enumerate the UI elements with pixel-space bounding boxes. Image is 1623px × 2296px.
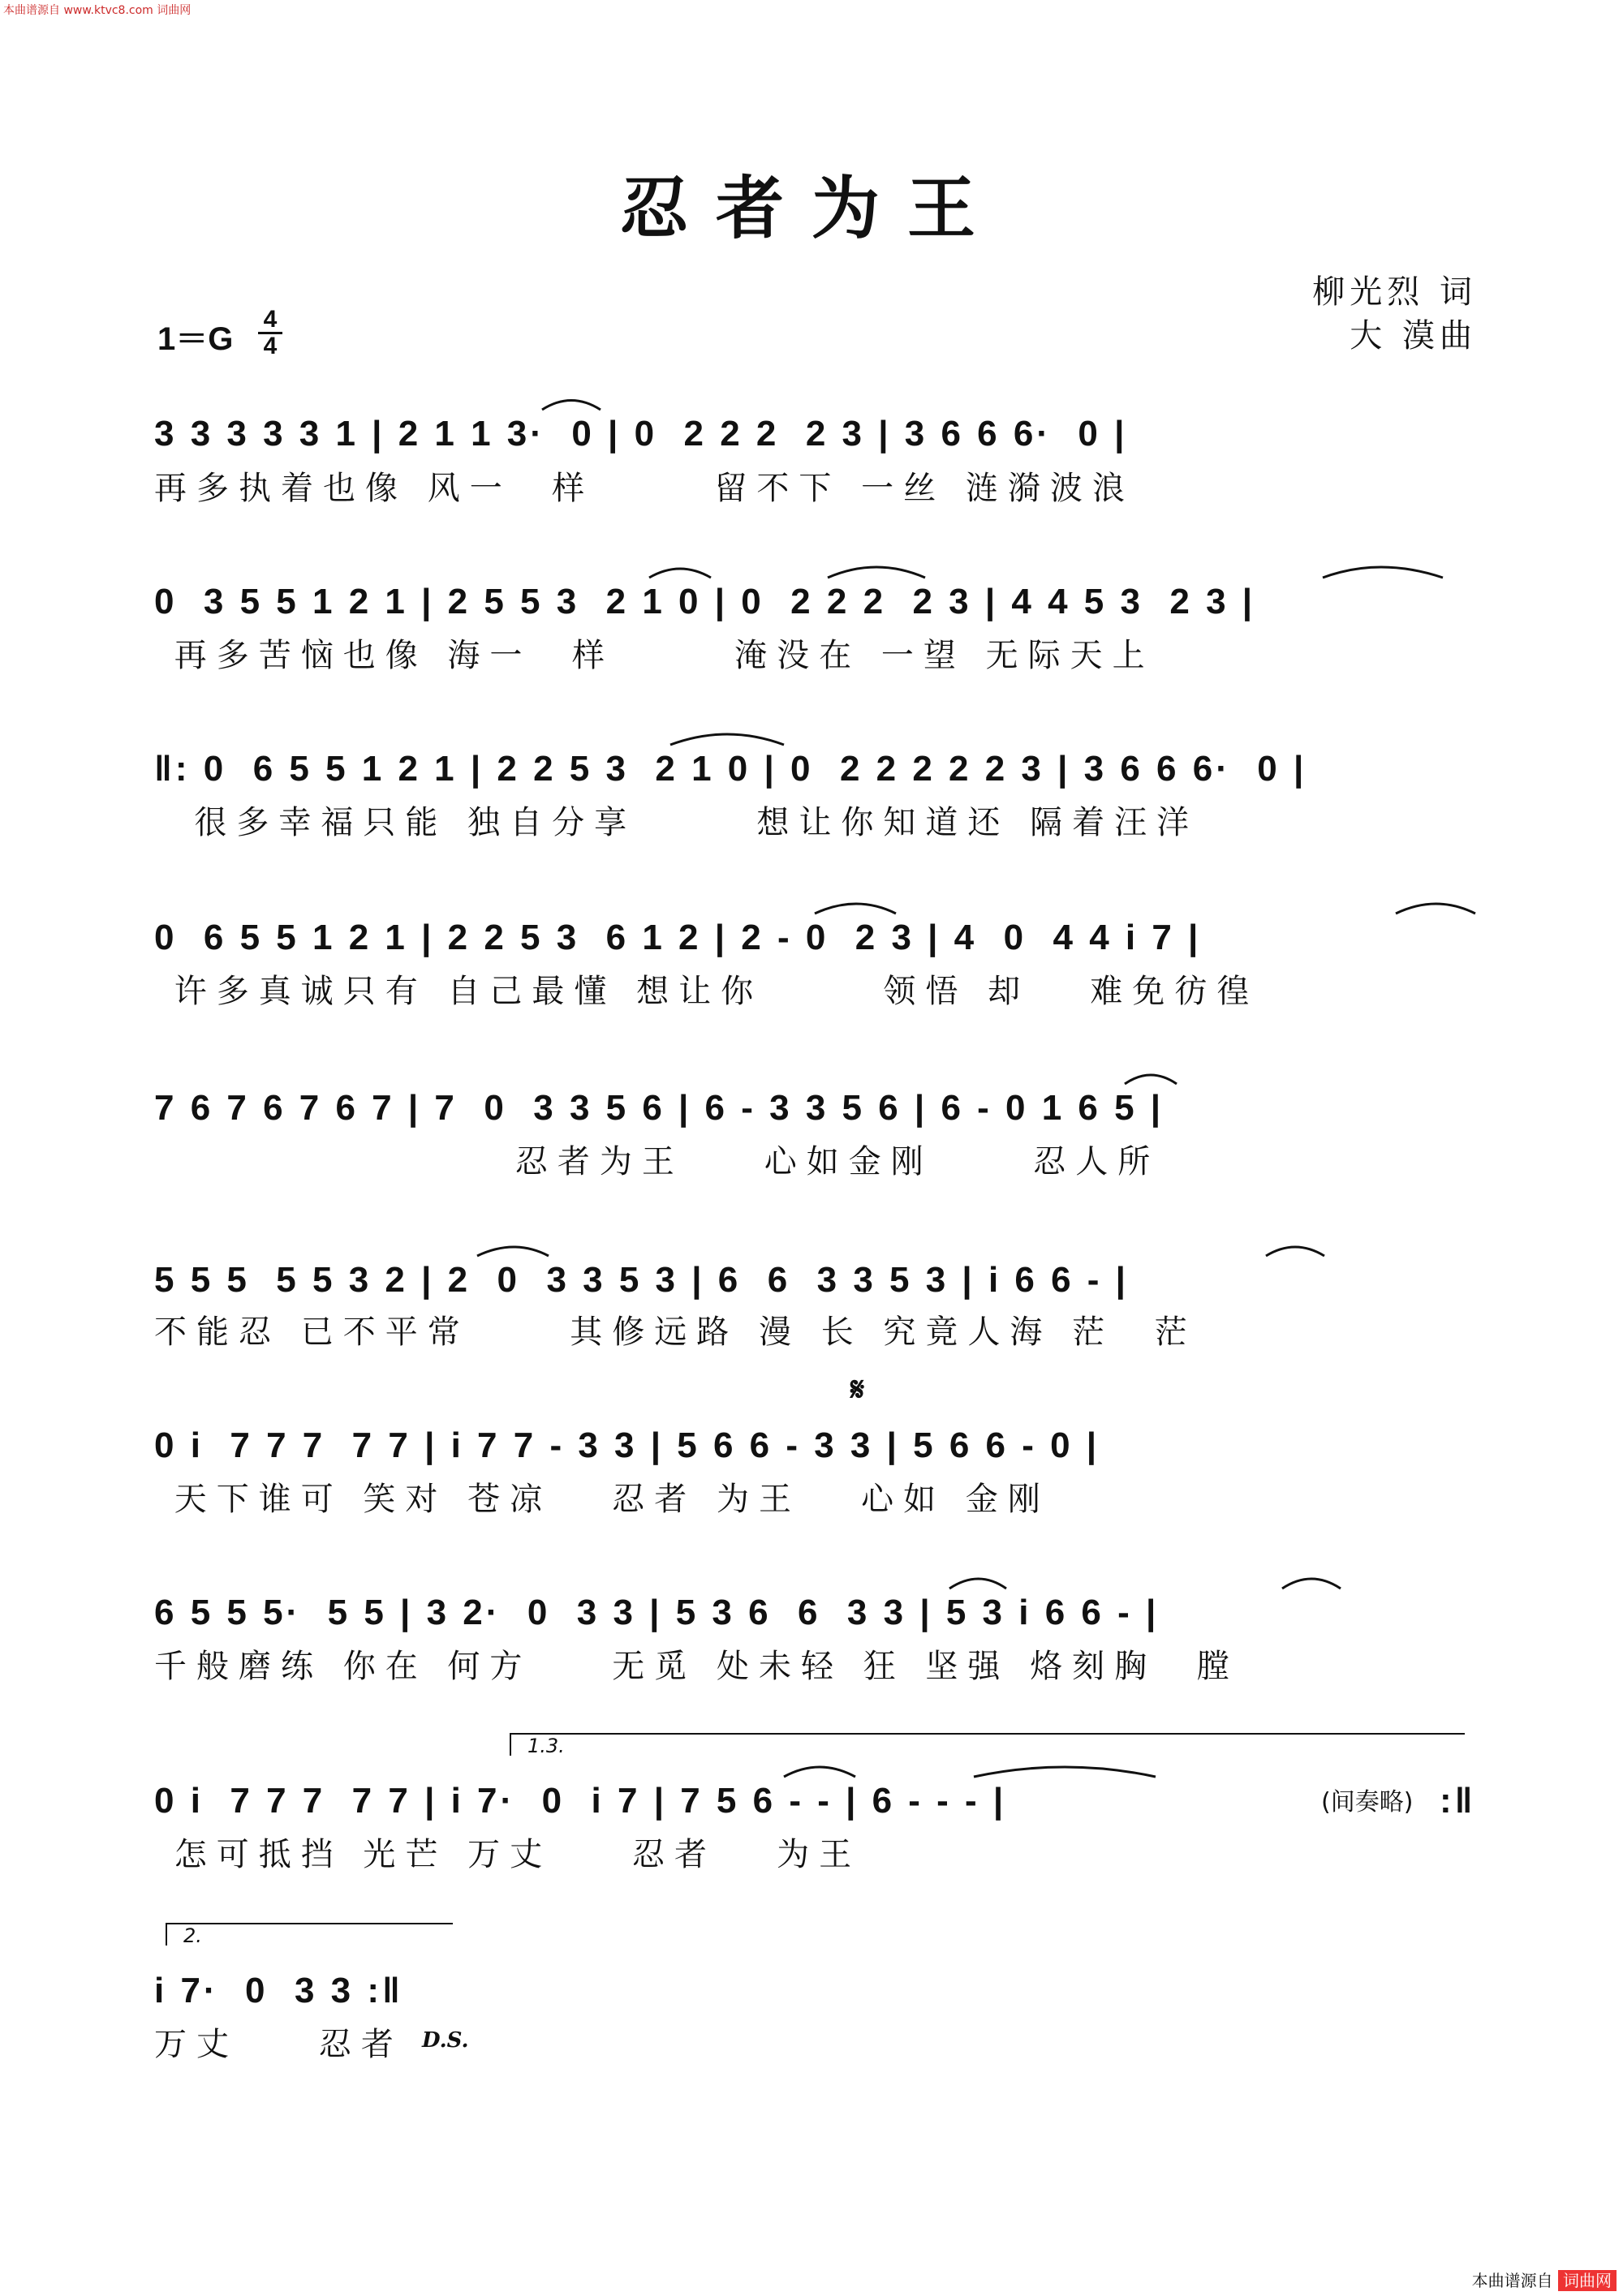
lyrics-line-1: 再多执着也像 风一 样 留不下 一丝 涟漪波浪 bbox=[154, 470, 1134, 507]
lyrics-line-2: 再多苦恼也像 海一 样 淹没在 一望 无际天上 bbox=[154, 637, 1155, 674]
tie bbox=[477, 1247, 549, 1256]
time-signature-top: 4 bbox=[263, 306, 278, 333]
tie bbox=[949, 1579, 1006, 1589]
repeat-end-sign: :‖ bbox=[1440, 1781, 1476, 1821]
notation-line-10: i 7· 0 3 3 :‖ bbox=[154, 1971, 403, 2010]
bottom-watermark-brand: 本曲谱源自 bbox=[1471, 2271, 1553, 2290]
notation-line-4: 0 6 5 5 1 2 1 | 2 2 5 3 6 1 2 | 2 - 0 2 3 | 4 0 4 4 i 7 | bbox=[154, 918, 1202, 957]
tie bbox=[815, 904, 896, 914]
interlude-note: (间奏略) bbox=[1321, 1788, 1414, 1817]
notation-line-8: 6 5 5 5· 5 5 | 3 2· 0 3 3 | 5 3 6 6 3 3 | 5 3 i 6 6 - | bbox=[154, 1593, 1160, 1632]
tie bbox=[784, 1767, 855, 1777]
lyrics-line-9: 怎可抵挡 光芒 万丈 忍者 为王 bbox=[154, 1836, 862, 1873]
key-signature: 1＝G bbox=[157, 321, 234, 357]
notation-line-5: 7 6 7 6 7 6 7 | 7 0 3 3 5 6 | 6 - 3 3 5 6 | 6 - 0 1 6 5 | bbox=[154, 1088, 1165, 1128]
tie bbox=[1266, 1247, 1324, 1256]
tie bbox=[1323, 567, 1443, 578]
top-watermark-name: 词曲网 bbox=[157, 4, 192, 17]
song-title: 忍者为王 bbox=[619, 168, 1003, 248]
volta-2-bracket bbox=[166, 1923, 453, 1946]
lyrics-line-8: 千般磨练 你在 何方 无觅 处未轻 狂 坚强 烙刻胸 膛 bbox=[154, 1648, 1239, 1685]
bottom-watermark bbox=[1472, 2268, 1617, 2291]
segno-sign: 𝄋 bbox=[850, 1371, 865, 1408]
notation-line-3: ‖: 0 6 5 5 1 2 1 | 2 2 5 3 2 1 0 | 0 2 2 2 2 2 3 | 3 6 6 6· 0 | bbox=[154, 749, 1307, 789]
lyrics-line-5: 忍者为王 心如金刚 忍人所 bbox=[154, 1143, 1160, 1180]
tie bbox=[1282, 1579, 1341, 1589]
dal-segno-mark: D.S. bbox=[422, 2028, 469, 2053]
volta-1-label: 1.3. bbox=[527, 1735, 565, 1757]
tie bbox=[974, 1767, 1156, 1777]
top-watermark-brand: 本曲谱源自 bbox=[3, 4, 60, 17]
top-watermark-site: www.ktvc8.com bbox=[63, 4, 153, 17]
time-signature bbox=[258, 308, 282, 358]
lyrics-line-10: 万丈 忍者 bbox=[154, 2026, 403, 2063]
tie bbox=[828, 567, 925, 578]
notation-line-7: 0 i 7 7 7 7 7 | i 7 7 - 3 3 | 5 6 6 - 3 3 | 5 6 6 - 0 | bbox=[154, 1425, 1100, 1465]
tie bbox=[649, 569, 711, 578]
volta-2-label: 2. bbox=[183, 1924, 202, 1947]
lyrics-line-6: 不能忍 已不平常 其修远路 漫 长 究竟人海 茫 茫 bbox=[154, 1314, 1197, 1351]
lyrics-line-3: 很多幸福只能 独自分享 想让你知道还 隔着汪洋 bbox=[154, 804, 1199, 841]
time-signature-bottom: 4 bbox=[263, 333, 278, 359]
notation-line-9: 0 i 7 7 7 7 7 | i 7· 0 i 7 | 7 5 6 - - | 6 - - - | bbox=[154, 1781, 1007, 1821]
notation-line-1: 3 3 3 3 3 1 | 2 1 1 3· 0 | 0 2 2 2 2 3 | 3 6 6 6· 0 | bbox=[154, 414, 1128, 454]
tie bbox=[1396, 904, 1475, 914]
lyrics-line-7: 天下谁可 笑对 苍凉 忍者 为王 心如 金刚 bbox=[154, 1481, 1050, 1518]
notation-line-2: 0 3 5 5 1 2 1 | 2 5 5 3 2 1 0 | 0 2 2 2 2 3 | 4 4 5 3 2 3 | bbox=[154, 582, 1256, 621]
lyricist-credit: 柳光烈 词 bbox=[1312, 273, 1477, 311]
notation-line-6: 5 5 5 5 5 3 2 | 2 0 3 3 5 3 | 6 6 3 3 5 3 | i 6 6 - | bbox=[154, 1260, 1129, 1300]
lyrics-line-4: 许多真诚只有 自己最懂 想让你 领悟 却 难免彷徨 bbox=[154, 973, 1259, 1010]
tie bbox=[542, 401, 601, 411]
top-watermark bbox=[3, 2, 191, 18]
tie bbox=[1125, 1075, 1177, 1084]
composer-credit: 大 漠曲 bbox=[1350, 317, 1477, 355]
volta-1-bracket bbox=[510, 1733, 1465, 1756]
bottom-watermark-name: 词曲网 bbox=[1558, 2270, 1617, 2291]
tie bbox=[670, 734, 784, 745]
